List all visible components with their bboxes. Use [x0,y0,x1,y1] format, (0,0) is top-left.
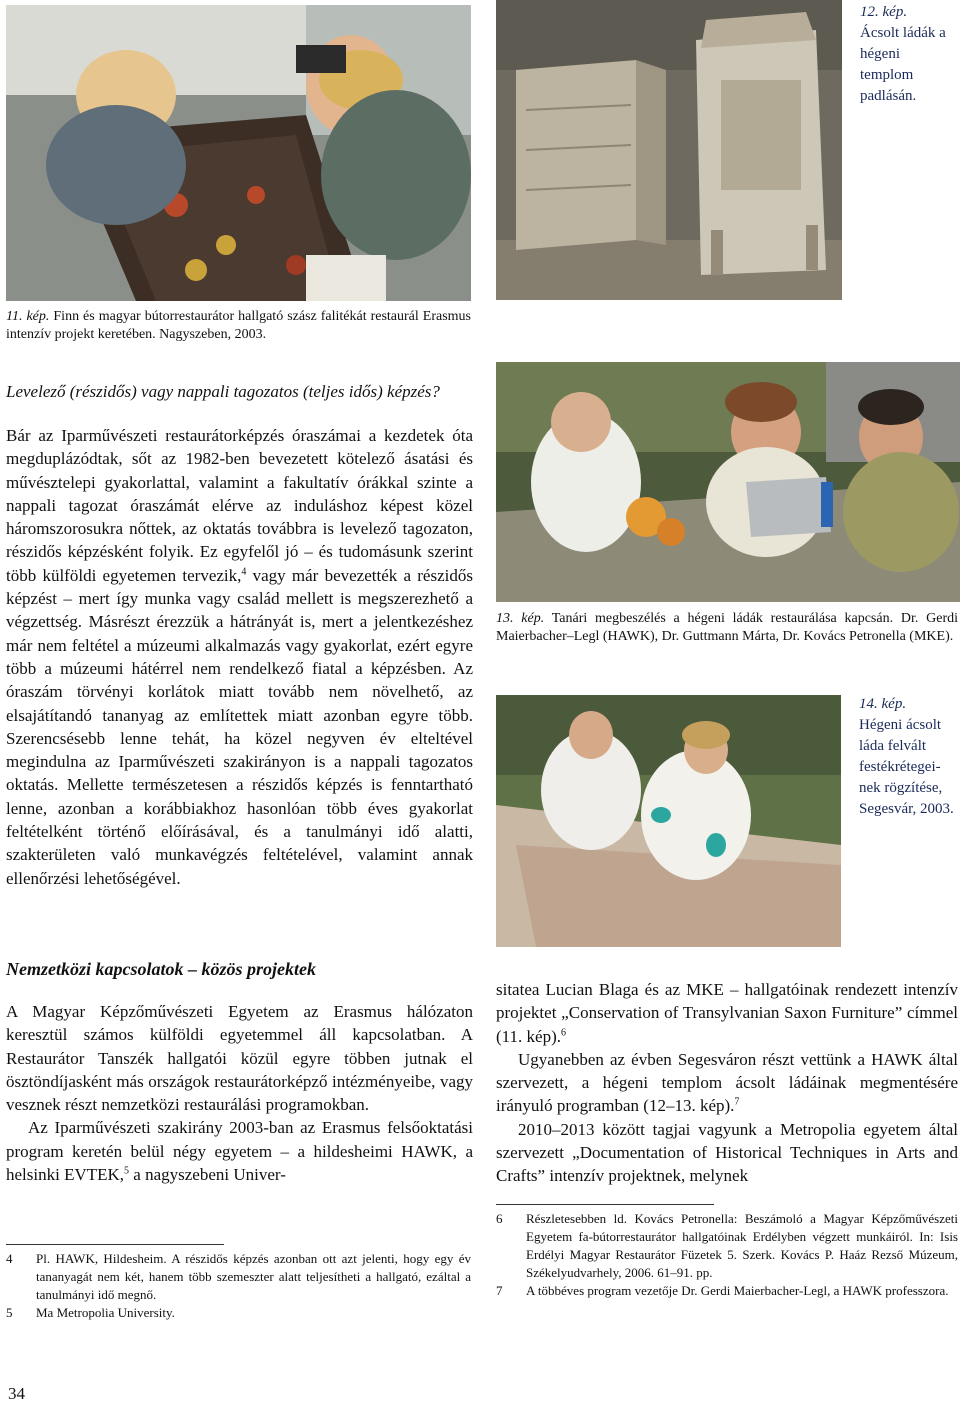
footnote-7-num: 7 [496,1283,503,1298]
caption-11 [6,308,471,344]
footnote-rule-right [496,1204,714,1205]
footnote-5 [6,1304,471,1322]
footnote-7-text: A többéves program vezetője Dr. Gerdi Maierbacher-Legl, a HAWK professzora. [526,1283,949,1298]
section-2-paragraph-1: A Magyar Képzőművészeti Egyetem az Erasmus hálózaton keresztül számos külföldi egyetemmel áll kapcsolatban. A Restaurátor Tanszék hallgatói közül egyre többen jutnak el ösztöndíjasként más országok restaurátorképző intézményeibe, vagy vesznek részt nemzetközi restaurálási programokban. [6,1002,473,1115]
section-heading-1: Levelező (részidős) vagy nappali tagozatos (teljes idős) képzés? [6,382,440,401]
caption-14-num: 14. kép. [859,696,907,712]
caption-13-num: 13. kép. [496,611,545,626]
footnote-ref-4: 4 [241,566,247,578]
footnote-7 [496,1282,958,1300]
section-2-paragraph-4: 2010–2013 között tagjai vagyunk a Metropolia egyetem által szervezett „Documentation of Historical Techniques in Arts and Crafts” intenzív projektnek, melynek [496,1119,958,1186]
caption-13 [496,610,958,646]
footnote-5-text: Ma Metropolia University. [36,1305,175,1320]
section-1-text-a: Bár az Iparművészeti restaurátorképzés óraszámai a kezdetek óta megduplázódtak, sőt az 1982-ben bevezetett kötelező ásatási és művésztelepi gyakorlattal, valamint a fakultatív órákkal szinte a nappali tagozat óraszámát elérve az induláshoz képest közel háromszorosukra nőttek, az oktatás továbbra is levelező tagozaton, részidős képzésként folyik. Ez egyfelől jó – és tudomásunk szerint több külföldi egyetemen tervezik, [6,426,473,585]
section-2-body-right [496,978,958,1188]
footnote-6-text: Részletesebben ld. Kovács Petronella: Beszámoló a Magyar Képzőművészeti Egyetem fa-bútorrestaurátor hallgatóinak Erdélyben végzett munkáiról. In: Isis Erdélyi Magyar Restaurátor Füzetek 5. Szerk. Kovács P. Haáz Rezső Múzeum, Székelyudvarhely, 2006. 61–91. pp. [526,1211,958,1280]
footnote-ref-7: 7 [734,1096,740,1108]
photo-13 [496,362,960,602]
caption-13-text: Tanári megbeszélés a hégeni ládák restaurálása kapcsán. Dr. Gerdi Maierbacher–Legl (HAWK), Dr. Guttmann Márta, Dr. Kovács Petronella (MKE). [496,611,958,644]
caption-14 [859,694,958,820]
footnote-rule-left [6,1244,224,1245]
page-number: 34 [8,1384,25,1403]
footnotes-left [6,1250,471,1322]
footnotes-right [496,1210,958,1300]
section-2-body-left [6,1000,473,1186]
section-2-text-b: a nagyszebeni Univer- [129,1165,286,1185]
section-2-text-d: Ugyanebben az évben Segesváron részt vettünk a HAWK által szervezett, a hégeni templom ácsolt ládáinak megmentésére irányuló programban (12–13. kép). [496,1049,958,1116]
footnote-5-num: 5 [6,1305,13,1320]
caption-12-num: 12. kép. [860,4,908,20]
photo-11 [6,5,471,301]
footnote-ref-5: 5 [124,1165,130,1177]
photo-12 [496,0,842,300]
section-1-body [6,424,473,890]
footnote-6 [496,1210,958,1282]
footnote-4-text: Pl. HAWK, Hildesheim. A részidős képzés azonban ott azt jelenti, hogy egy év tananyagát nem két, hanem több szemeszter alatt teljesítheti a hallgató, ezáltal a tanulmányi idő megnő. [36,1251,471,1302]
section-1-text-b: vagy már bevezették a részidős képzést – mert így munka vagy család mellett is megszerezhető a végzettség. Másrészt érezzük a hátrányát is, mert a jelentkezéshez már nem feltétel a múzeumi alkalmazás vagy gyakorlat, ezért egyre több a múzeumi hátérrel nem rendelkező fiatal a képzésben. Az óraszám törvényi korlátok miatt tovább nem növelhető, az elsajátítandó tananyag az említettek miatt azonban egyre több. Szerencsésebb lenne tehát, ha közel negyven év elteltével megindulna az Iparművészeti szakirányon is a nappali tagozatos oktatás. Mellette természetesen a részidős képzés is fenntartható lenne, azonban a korábbiakhoz hasonlóan több éves gyakorlat feltételként történő előírásával, és a tanulmányi idő alatti, szakterületen való munkavégzés feltételével, valamint annak ellenőrzési lehetőségével. [6,565,473,888]
caption-12 [860,2,956,107]
caption-11-num: 11. kép. [6,309,50,324]
footnote-ref-6: 6 [561,1026,566,1038]
caption-12-text: Ácsolt ládák a hégeni templom padlásán. [860,25,946,104]
section-2-text-a: Az Iparművészeti szakirány 2003-ban az Erasmus felsőoktatási program keretén belül négy egyetem – a hildesheimi HAWK, a helsinki EVTEK, [6,1118,473,1185]
caption-14-text: Hégeni ácsolt láda felvált festékrétegei- nek rögzítése, Segesvár, 2003. [859,717,954,817]
section-heading-2: Nemzetközi kapcsolatok – közös projektek [6,959,316,979]
caption-11-text: Finn és magyar bútorrestaurátor hallgató szász falitékát restaurál Erasmus intenzív projekt keretében. Nagyszeben, 2003. [6,309,471,342]
footnote-4 [6,1250,471,1304]
footnote-6-num: 6 [496,1211,503,1226]
footnote-4-num: 4 [6,1251,13,1266]
section-2-text-c: sitatea Lucian Blaga és az MKE – hallgatóinak rendezett intenzív projektet „Conservation of Transylvanian Saxon Furniture” címmel (11. kép). [496,980,958,1046]
photo-14 [496,695,841,947]
